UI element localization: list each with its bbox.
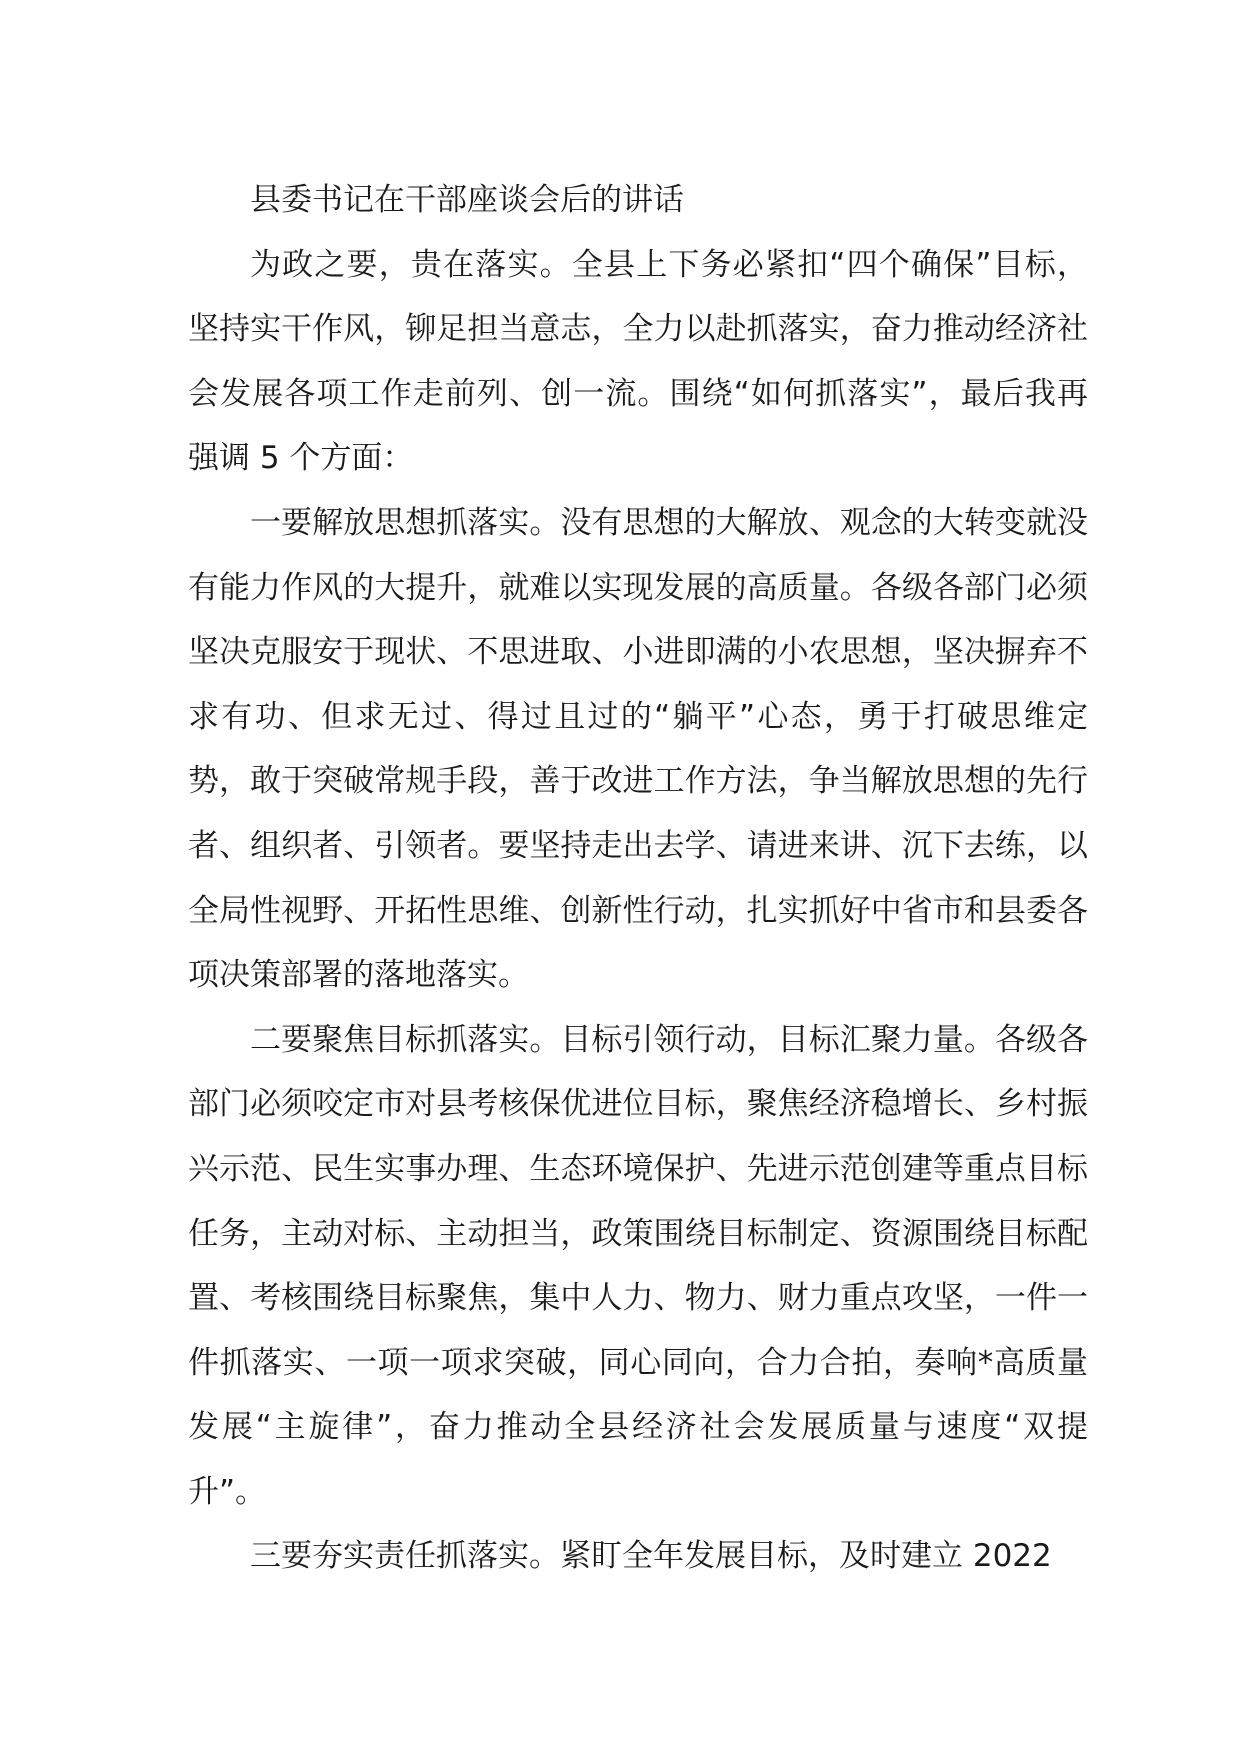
paragraph-intro: 为政之要，贵在落实。全县上下务必紧扣“四个确保”目标，坚持实干作风，铆足担当意志，全力以赴抓落实，奋力推动经济社会发展各项工作走前列、创一流。围绕“如何抓落实”，最后我再强调 5 个方面： bbox=[188, 246, 1088, 477]
document-title: 县委书记在干部座谈会后的讲话 bbox=[250, 182, 684, 218]
document-body bbox=[188, 168, 1088, 1589]
paragraph-point-1: 一要解放思想抓落实。没有思想的大解放、观念的大转变就没有能力作风的大提升，就难以实现发展的高质量。各级各部门必须坚决克服安于现状、不思进取、小进即满的小农思想，坚决摒弃不求有功、但求无过、得过且过的“躺平”心态，勇于打破思维定势，敢于突破常规手段，善于改进工作方法，争当解放思想的先行者、组织者、引领者。要坚持走出去学、请进来讲、沉下去练，以全局性视野、开拓性思维、创新性行动，扎实抓好中省市和县委各项决策部署的落地落实。 bbox=[188, 504, 1088, 994]
paragraph-point-2: 二要聚焦目标抓落实。目标引领行动，目标汇聚力量。各级各部门必须咬定市对县考核保优进位目标，聚焦经济稳增长、乡村振兴示范、民生实事办理、生态环境保护、先进示范创建等重点目标任务，主动对标、主动担当，政策围绕目标制定、资源围绕目标配置、考核围绕目标聚焦，集中人力、物力、财力重点攻坚，一件一件抓落实、一项一项求突破，同心同向，合力合拍，奏响*高质量发展“主旋律”，奋力推动全县经济社会发展质量与速度“双提升”。 bbox=[188, 1021, 1088, 1510]
paragraph-point-3: 三要夯实责任抓落实。紧盯全年发展目标，及时建立 2022 bbox=[250, 1538, 1052, 1575]
